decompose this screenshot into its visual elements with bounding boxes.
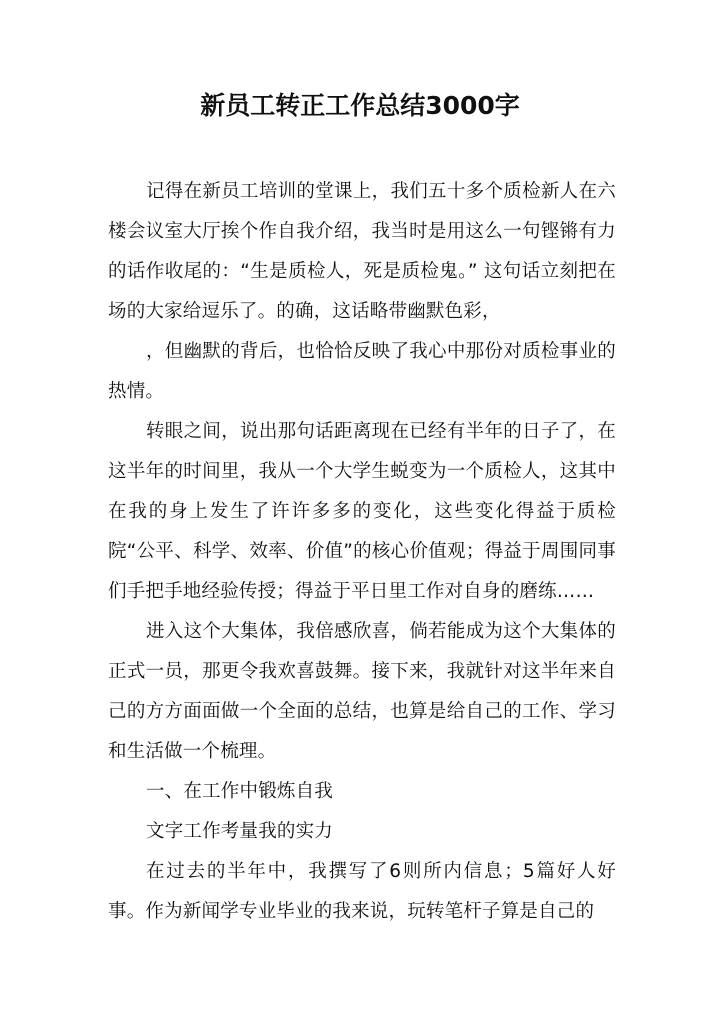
section-heading-work: 一、在工作中锻炼自我 [146,781,334,802]
paragraph-intro: 记得在新员工培训的堂课上，我们五十多个质检新人在六楼会议室大厅挨个作自我介绍，我当时是用这么一句铿锵有力的话作收尾的：“生是质检人，死是质检鬼。” 这句话立刻把在场的大家给逗乐了。的确，这话略带幽默色彩， [108,181,616,322]
paragraph-summary-intent: 进入这个大集体，我倍感欣喜，倘若能成为这个大集体的正式一员，那更令我欢喜鼓舞。接下来，我就针对这半年来自己的方方面面做一个全面的总结，也算是给自己的工作、学习和生活做一个梳理。 [108,621,616,762]
paragraph-writing-work: 在过去的半年中，我撰写了6则所内信息；5篇好人好事。作为新闻学专业毕业的我来说，玩转笔杆子算是自己的 [108,861,616,922]
paragraph-half-year: 转眼之间，说出那句话距离现在已经有半年的日子了，在这半年的时间里，我从一个大学生蜕变为一个质检人，这其中在我的身上发生了许许多多的变化，这些变化得益于质检院“公平、科学、效率、价值”的核心价值观；得益于周围同事们手把手地经验传授；得益于平日里工作对自身的磨练…… [108,421,616,602]
paragraph-intro-continued: ，但幽默的背后，也恰恰反映了我心中那份对质检事业的热情。 [108,341,616,402]
subsection-heading-writing: 文字工作考量我的实力 [146,821,334,842]
document-body [108,172,616,932]
document-title: 新员工转正工作总结3000字 [200,91,520,120]
